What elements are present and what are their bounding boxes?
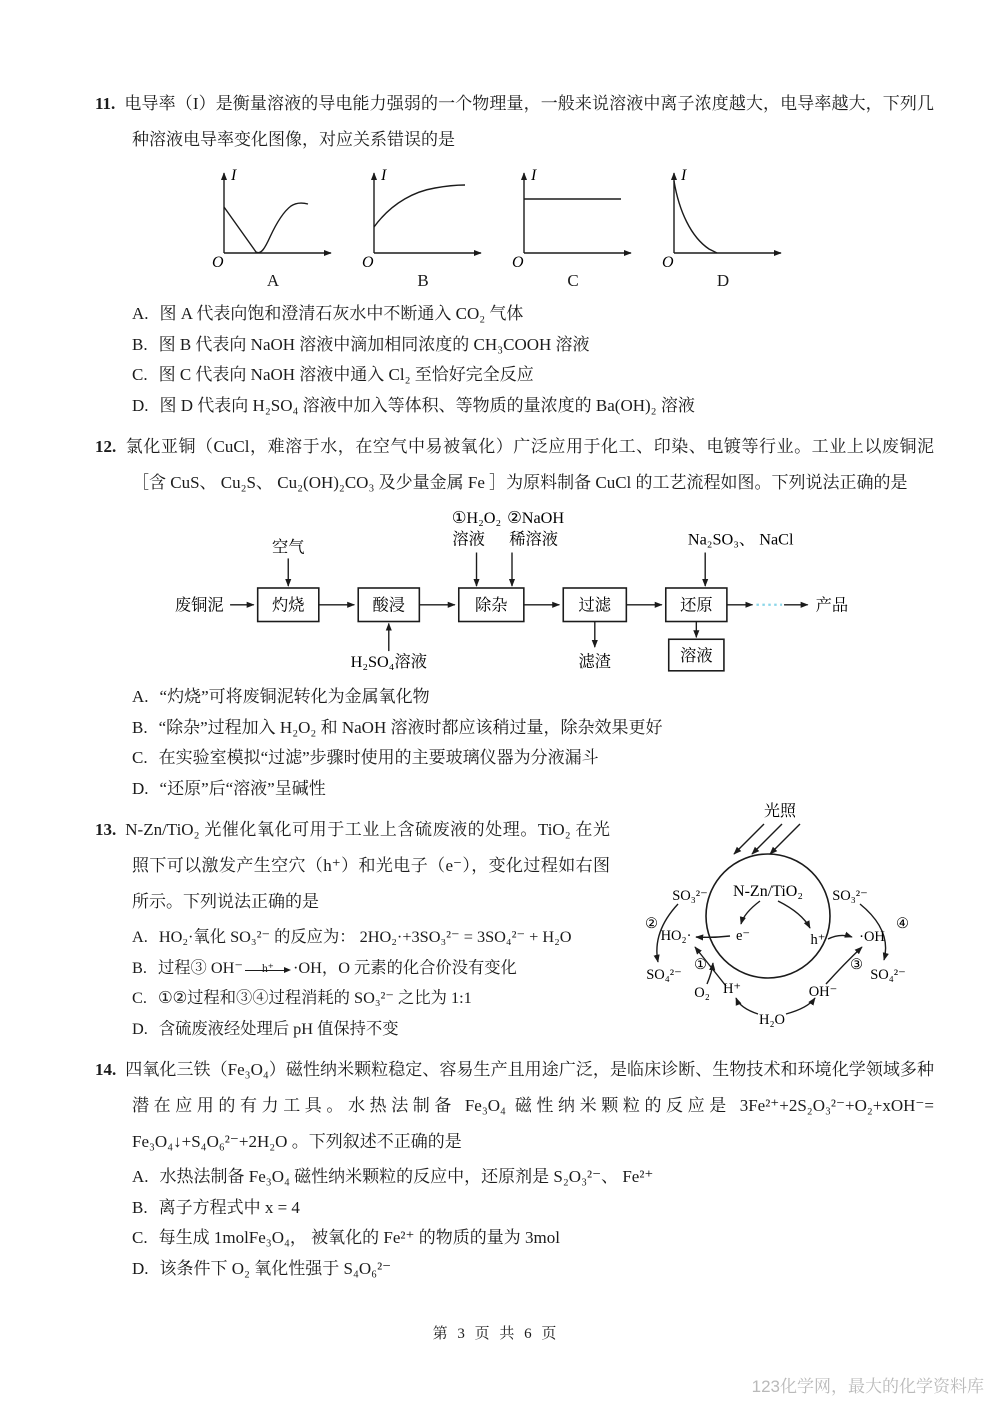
flow-box-reduction-label: 还原 [680,596,713,615]
option-text: “除杂”过程加入 H₂O₂ 和 NaOH 溶液时都应该稍过量，除杂效果更好 [158,717,663,737]
q12-number: 12. [95,437,117,456]
flow-naoh-label-line1: ②NaOH [507,508,565,527]
option-key: A. [132,304,149,323]
option-text-post: ·OH，O 元素的化合价没有变化 [292,957,517,977]
catalyst-circle [706,854,830,978]
option-text: HO₂·氧化 SO₃²⁻ 的反应为： 2HO₂·+3SO₃²⁻ = 3SO₄²⁻ + H₂O [158,927,572,946]
curve-b [374,185,465,227]
option-key: C. [132,1228,148,1247]
curve-a [224,203,308,253]
q14-stem [95,1052,934,1160]
y-axis-label: I [231,167,237,184]
question-12 [95,429,934,804]
q11-stem-text: 电导率（I）是衡量溶液的导电能力强弱的一个物理量，一般来说溶液中离子浓度越大，电导率越大，下列几种溶液电导率变化图像，对应关系错误的是 [124,94,934,149]
q11-number: 11. [95,94,116,113]
question-13 [95,803,934,1052]
flow-box-acid-leach-label: 酸浸 [372,596,406,615]
y-axis-label: I [531,167,537,184]
q13-options [95,922,610,1044]
q13-diagram-column [610,800,952,1038]
q12-option-c [95,743,934,774]
origin-label: O [512,254,524,269]
origin-label: O [362,254,374,269]
option-text: “还原”后“溶液”呈碱性 [159,778,326,798]
question-11 [95,86,934,421]
q12-option-a [95,682,934,713]
option-key: D. [132,778,149,798]
flow-h2o2-label-line2: 溶液 [452,530,485,549]
option-text: 每生成 1molFe₃O₄， 被氧化的 Fe²⁺ 的物质的量为 3mol [158,1228,560,1247]
y-axis-label: I [681,167,687,184]
question-14 [95,1052,934,1284]
option-text: 图 C 代表向 NaOH 溶液中通入 Cl₂ 至恰好完全反应 [158,365,534,384]
option-text: 含硫废液经处理后 pH 值保持不变 [158,1018,399,1038]
q14-number: 14. [95,1060,117,1079]
step4-label: ④ [896,916,909,932]
option-key: B. [132,957,147,977]
flow-diagram-svg [167,503,857,673]
option-text: 图 D 代表向 H₂SO₄ 溶液中加入等体积、等物质的量浓度的 Ba(OH)₂ 溶液 [159,395,695,415]
q13-option-b [95,953,610,984]
q13-stem-text: N-Zn/TiO₂ 光催化氧化可用于工业上含硫废液的处理。TiO₂ 在光照下可以激发产生空穴（h⁺）和光电子（e⁻），变化过程如右图所示。下列说法正确的是 [125,820,610,911]
y-axis-label: I [381,167,387,184]
step3-label: ③ [850,957,863,973]
option-key: A. [132,927,148,946]
option-text: 该条件下 O₂ 氧化性强于 S₄O₆²⁻ [159,1258,392,1278]
sulfite-left-label: SO₃²⁻ [672,888,708,904]
flow-na2so3-nacl-label: Na₂SO₃、 NaCl [687,530,794,549]
flow-input-label: 废铜泥 [174,596,224,615]
option-key: C. [132,748,148,767]
electron-label: e⁻ [735,928,751,944]
flow-box-impurity-removal-label: 除杂 [475,596,508,615]
h-plus-label: H⁺ [722,981,742,997]
photocatalysis-diagram-svg [612,800,952,1038]
q11-option-b [95,330,934,361]
option-text: 在实验室模拟“过滤”步骤时使用的主要玻璃仪器为分液漏斗 [158,748,599,767]
o2-label: O₂ [694,985,710,1001]
graph-c-label: C [567,271,579,290]
q12-stem [95,429,934,501]
h2o-label: H₂O [759,1012,785,1028]
q12-option-b [95,713,934,744]
option-key: C. [132,988,147,1007]
step1-label: ① [694,957,707,973]
q13-option-d [95,1014,610,1045]
q13-option-a [95,922,610,953]
flow-box-roast-label: 灼烧 [271,596,305,615]
graph-b-plot [357,163,489,269]
option-text: 图 A 代表向饱和澄清石灰水中不断通入 CO₂ 气体 [159,304,524,323]
ho2-radical-label: HO₂· [660,928,692,944]
flow-product-label: 产品 [815,596,849,615]
q13-option-c [95,983,610,1014]
flow-h2so4-label: H₂SO₄溶液 [350,652,427,671]
q11-graph-c [507,163,639,293]
q12-flow-diagram [167,503,934,678]
page-number-footer: 第 3 页 共 6 页 [432,1326,560,1342]
option-key: C. [132,365,148,384]
graph-a-plot [207,163,339,269]
q14-option-c [95,1223,934,1254]
flow-box-solution-label: 溶液 [680,646,713,665]
q12-stem-text: 氯化亚铜（CuCl，难溶于水，在空气中易被氧化）广泛应用于化工、印染、电镀等行业。工业上以废铜泥［含 CuS、 Cu₂S、 Cu₂(OH)₂CO₃ 及少量金属 Fe ］为原料制备 CuCl 的工艺流程如图。下列说法正确的是 [125,437,934,492]
q11-graph-b [357,163,489,293]
option-key: B. [132,334,148,354]
option-key: B. [132,1197,148,1217]
graph-d-label: D [716,271,730,290]
reaction-arrow-label: h⁺ [262,962,274,975]
q14-option-a [95,1162,934,1193]
q14-option-b [95,1193,934,1224]
option-key: D. [132,1258,149,1278]
flow-h2o2-label-line1: ①H₂O₂ [451,508,502,527]
q11-graph-a [207,163,339,293]
origin-label: O [662,254,674,269]
option-key: A. [132,1167,149,1186]
site-watermark: 123化学网，最大的化学资料库 [751,1377,984,1396]
graph-c-plot [507,163,639,269]
light-label: 光照 [763,803,797,820]
reaction-arrow [245,957,291,977]
option-text: 水热法制备 Fe₃O₄ 磁性纳米颗粒的反应中，还原剂是 S₂O₃²⁻、 Fe²⁺ [159,1167,654,1186]
option-text: 离子方程式中 x = 4 [158,1197,300,1217]
oh-radical-label: ·OH [859,929,885,945]
q11-stem [95,86,934,158]
sulfate-left-label: SO₄²⁻ [646,967,682,983]
q13-number: 13. [95,820,117,839]
flow-air-label: 空气 [271,538,305,557]
catalyst-label: N-Zn/TiO₂ [733,883,803,900]
option-key: A. [132,687,149,706]
q14-option-d [95,1254,934,1285]
graph-b-label: B [417,271,429,290]
q14-options [95,1162,934,1284]
q13-stem [95,812,610,920]
step2-label: ② [645,916,658,932]
option-key: D. [132,1018,148,1038]
q14-stem-text: 四氧化三铁（Fe₃O₄）磁性纳米颗粒稳定、容易生产且用途广泛，是临床诊断、生物技术和环境化学领域多种潜在应用的有力工具。水热法制备 Fe₃O₄ 磁性纳米颗粒的反应是 3Fe²⁺+2S₂O₃²⁻+O₂+xOH⁻= Fe₃O₄↓+S₄O₆²⁻+2H₂O 。下列叙述不正确的是 [125,1060,934,1151]
oh-minus-label: OH⁻ [808,984,838,1000]
sulfite-right-label: SO₃²⁻ [832,888,868,904]
graph-a-label: A [266,271,280,290]
q11-option-d [95,391,934,422]
q11-graph-d [657,163,789,293]
option-key: D. [132,395,149,415]
option-text: 图 B 代表向 NaOH 溶液中滴加相同浓度的 CH₃COOH 溶液 [158,334,590,354]
curve-d [674,181,717,253]
q13-text-column [95,812,610,1052]
q11-options [95,299,934,421]
option-key: B. [132,717,148,737]
light-arrows [734,824,800,854]
q12-options [95,682,934,804]
origin-label: O [212,254,224,269]
sulfate-right-label: SO₄²⁻ [870,967,906,983]
q11-option-c [95,360,934,391]
q11-option-a [95,299,934,330]
flow-naoh-label-line2: 稀溶液 [509,530,559,549]
flow-box-filter-label: 过滤 [578,596,612,615]
flow-residue-label: 滤渣 [578,652,612,671]
hole-label: h⁺ [810,932,826,948]
option-text: ①②过程和③④过程消耗的 SO₃²⁻ 之比为 1:1 [157,988,472,1007]
option-text-pre: 过程③ OH⁻ [157,957,243,977]
q11-graph-row [207,163,934,293]
graph-d-plot [657,163,789,269]
option-text: “灼烧”可将废铜泥转化为金属氧化物 [159,687,430,706]
